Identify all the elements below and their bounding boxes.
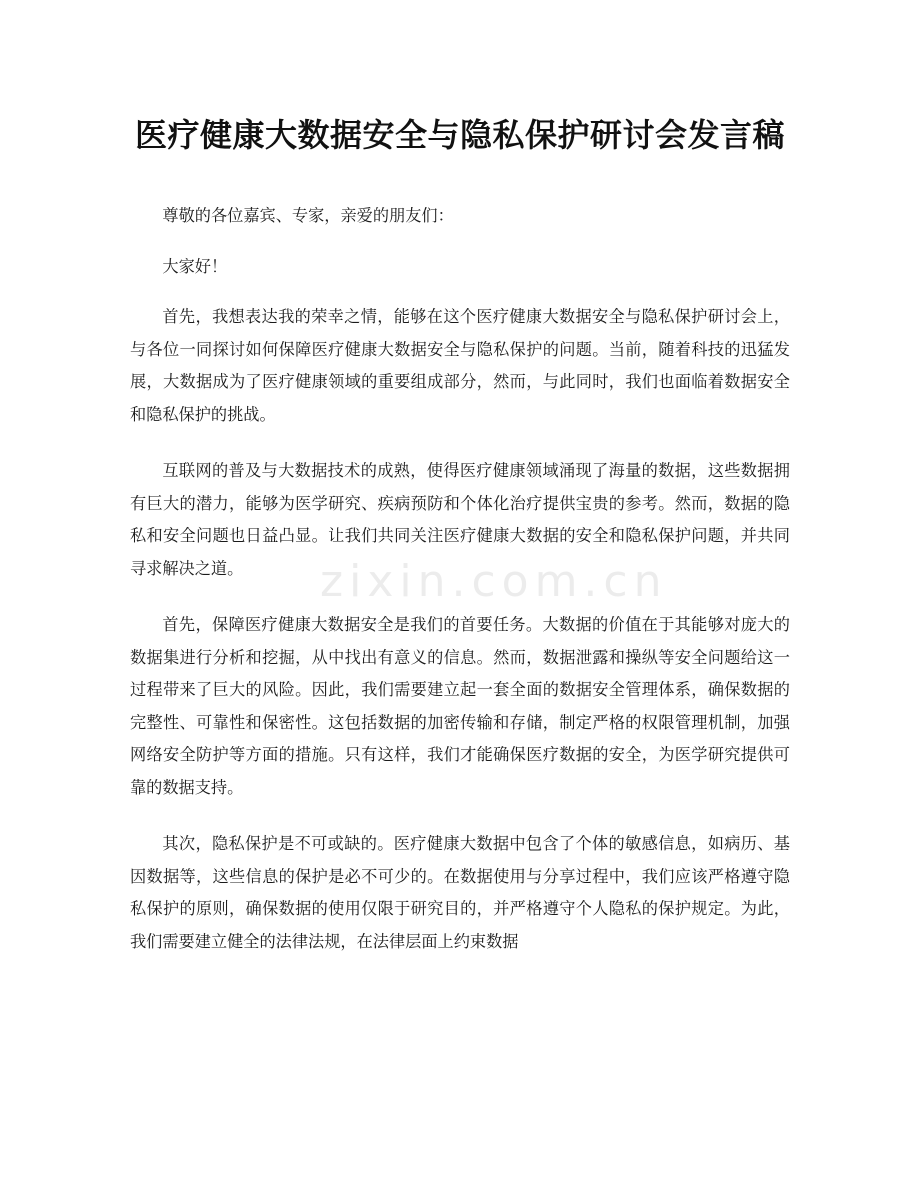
document-body xyxy=(130,200,790,958)
body-paragraph-3: 首先，保障医疗健康大数据安全是我们的首要任务。大数据的价值在于其能够对庞大的数据集进行分析和挖掘，从中找出有意义的信息。然而，数据泄露和操纵等安全问题给这一过程带来了巨大的风险。因此，我们需要建立起一套全面的数据安全管理体系，确保数据的完整性、可靠性和保密性。这包括数据的加密传输和存储，制定严格的权限管理机制，加强网络安全防护等方面的措施。只有这样，我们才能确保医疗数据的安全，为医学研究提供可靠的数据支持。 xyxy=(130,615,790,797)
body-paragraph-1: 首先，我想表达我的荣幸之情，能够在这个医疗健康大数据安全与隐私保护研讨会上，与各位一同探讨如何保障医疗健康大数据安全与隐私保护的问题。当前，随着科技的迅猛发展，大数据成为了医疗健康领域的重要组成部分，然而，与此同时，我们也面临着数据安全和隐私保护的挑战。 xyxy=(130,307,790,424)
greeting-paragraph: 大家好！ xyxy=(162,256,228,276)
watermark-text: zixin.com.cn xyxy=(320,556,668,607)
body-paragraph-4: 其次，隐私保护是不可或缺的。医疗健康大数据中包含了个体的敏感信息，如病历、基因数据等，这些信息的保护是必不可少的。在数据使用与分享过程中，我们应该严格遵守隐私保护的原则，确保数据的使用仅限于研究目的，并严格遵守个人隐私的保护规定。为此，我们需要建立健全的法律法规，在法律层面上约束数据 xyxy=(130,834,790,951)
body-paragraph-2: 互联网的普及与大数据技术的成熟，使得医疗健康领域涌现了海量的数据，这些数据拥有巨大的潜力，能够为医学研究、疾病预防和个体化治疗提供宝贵的参考。然而，数据的隐私和安全问题也日益凸显。让我们共同关注医疗健康大数据的安全和隐私保护问题，并共同寻求解决之道。 xyxy=(130,461,790,578)
document-title: 医疗健康大数据安全与隐私保护研讨会发言稿 xyxy=(134,116,785,154)
salutation-paragraph: 尊敬的各位嘉宾、专家，亲爱的朋友们： xyxy=(162,206,454,225)
